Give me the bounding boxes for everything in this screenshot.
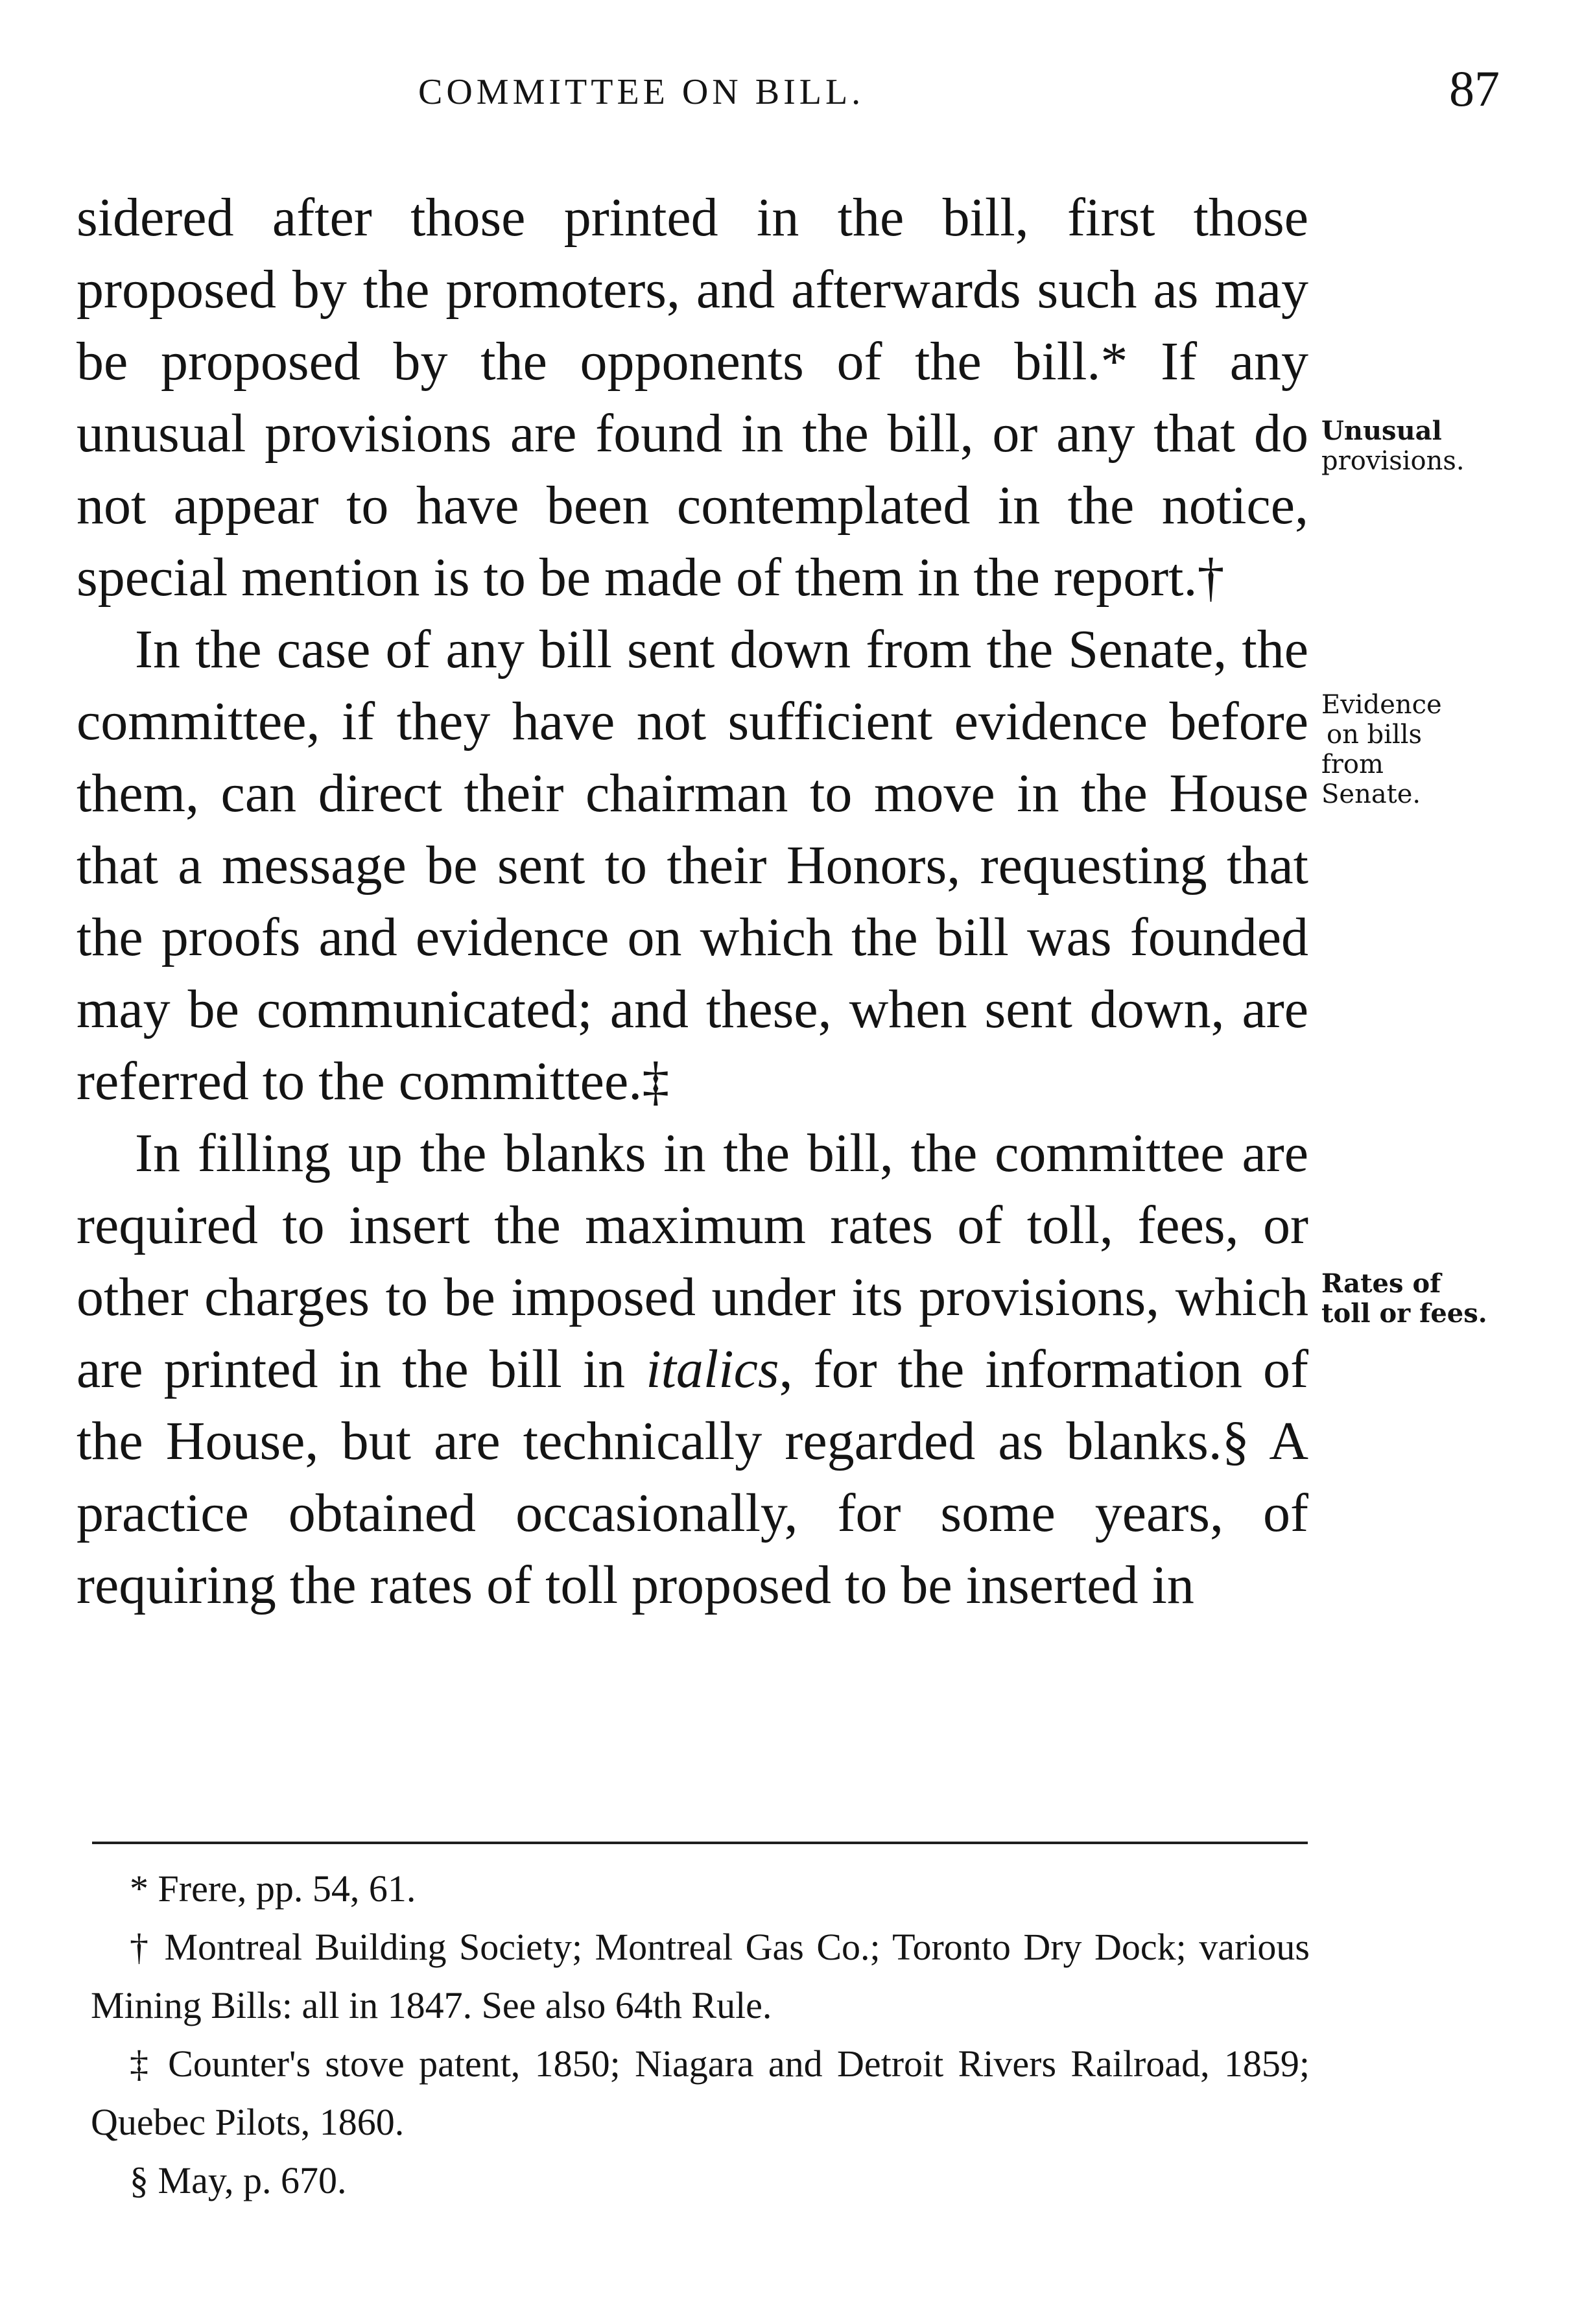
sidenote-line: Senate. <box>1321 779 1421 809</box>
sidenote-line: Evidence <box>1321 690 1442 720</box>
page-number: 87 <box>1449 60 1500 117</box>
paragraph-3-text-start: In filling up the blanks in the bill, the committee are required to insert the maximum rates of toll, fees, or other charges to be imposed under its provisions, which are printed in the bill in <box>77 1123 1308 1399</box>
paragraph-1: sidered after those printed in the bill, first those proposed by the promoters, and afterwards such as may be proposed by the opponents of the bill.* If any unusual provisions are found in the bill, or any that do not appear to have been contemplated in the notice, special mention is to be made of them in the report.† <box>77 187 1308 608</box>
paragraph-3 <box>77 1117 1308 1621</box>
sidenote-line: provisions. <box>1321 446 1465 476</box>
footnote-4: § May, p. 670. <box>130 2159 347 2201</box>
paragraph-2: In the case of any bill sent down from the Senate, the committee, if they have not sufficient evidence before them, can direct their chairman to move in the House that a message be sent to their Honors, requesting that the proofs and evidence on which the bill was founded may be communicated; and these, when sent down, are referred to the committee.‡ <box>77 619 1308 1111</box>
paragraph-3-text-end: , for the information of the House, but are technically regarded as blanks.§ A practice obtained occasionally, for some years, of requiring the rates of toll proposed to be inserted in <box>77 1339 1309 1615</box>
sidenote-unusual-provisions <box>1321 416 1465 476</box>
sidenote-line: on bills <box>1327 720 1423 750</box>
sidenote-line: from <box>1321 750 1384 779</box>
italic-word: italics <box>646 1339 779 1399</box>
main-text <box>77 182 1308 1621</box>
footnote-2: † Montreal Building Society; Montreal Gas Co.; Toronto Dry Dock; various Mining Bills: all in 1847. See also 64th Rule. <box>91 1926 1310 2026</box>
sidenote-line: toll or fees. <box>1321 1298 1487 1329</box>
sidenote-line: Unusual <box>1321 416 1442 446</box>
footnote-3: ‡ Counter's stove patent, 1850; Niagara and Detroit Rivers Railroad, 1859; Quebec Pilots, 1860. <box>91 2043 1310 2143</box>
footnote-divider <box>92 1842 1308 1844</box>
footnote-1: * Frere, pp. 54, 61. <box>130 1868 416 1910</box>
sidenote-rates-toll <box>1321 1269 1487 1329</box>
footnotes <box>91 1860 1310 2210</box>
page-header <box>0 60 1595 130</box>
sidenote-line: Rates of <box>1321 1268 1441 1299</box>
running-head: COMMITTEE ON BILL. <box>418 72 865 112</box>
sidenote-evidence-senate <box>1321 690 1442 809</box>
